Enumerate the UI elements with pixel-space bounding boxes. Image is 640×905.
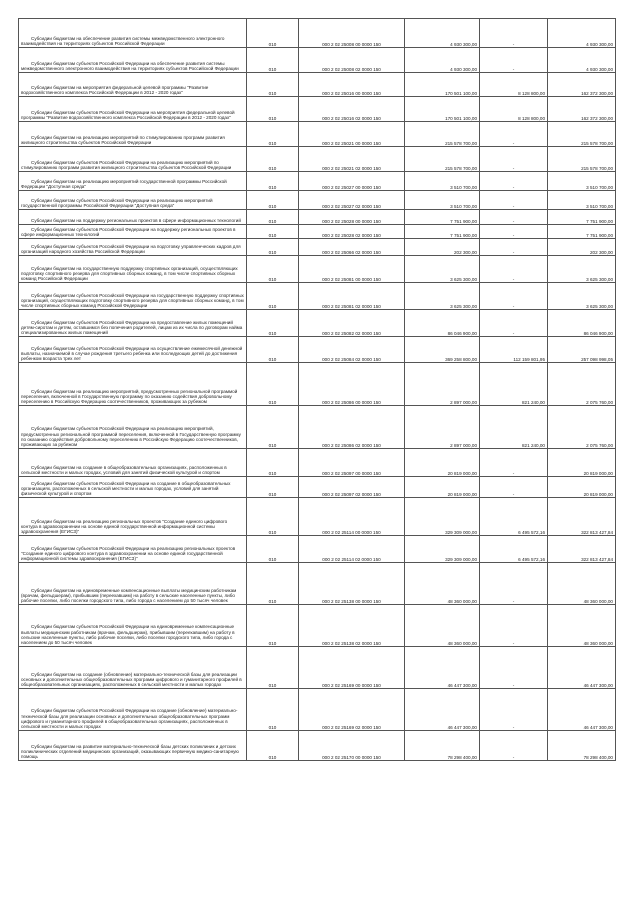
row-unexecuted-amount-cell: 162 372 300,00 — [548, 73, 616, 97]
row-name-cell: Субсидии бюджетам субъектов Российской Федерации на обеспечение развития системы межведомственного электронного взаимодействия на территориях субъектов Российской Федерации — [19, 48, 247, 73]
row-approved-amount-cell: 78 298 400,00 — [405, 731, 480, 761]
row-name-cell: Субсидии бюджетам на развитие материально-технической базы детских поликлиник и детских поликлинических отделений медицинских организаций, оказывающих первичную медико-санитарную помощь — [19, 731, 247, 761]
row-unexecuted-amount-cell: 46 447 300,00 — [548, 689, 616, 731]
row-approved-amount-cell: 2 897 000,00 — [405, 363, 480, 406]
row-classification-code-cell: 000 2 02 25169 00 0000 150 — [299, 647, 405, 689]
row-executed-amount-cell: - — [480, 477, 548, 498]
row-name-cell: Субсидии бюджетам субъектов Российской Федерации на подготовку управленческих кадров для организаций народного хозяйства Российской Федерации — [19, 239, 247, 256]
table-row — [19, 536, 616, 563]
row-approved-amount-cell: 3 625 300,00 — [405, 283, 480, 310]
row-name-cell: Субсидии бюджетам на реализацию мероприятий государственной программы Российской Федерации "Доступная среда" — [19, 172, 247, 191]
row-approved-amount-cell: 215 578 700,00 — [405, 122, 480, 147]
row-approved-amount-cell: 7 751 900,00 — [405, 210, 480, 225]
table-row — [19, 225, 616, 239]
row-approved-amount-cell: 7 751 900,00 — [405, 225, 480, 239]
row-executed-amount-cell: - — [480, 647, 548, 689]
row-classification-code-cell: 000 2 02 25027 02 0000 150 — [299, 191, 405, 210]
table-row — [19, 563, 616, 605]
row-name-cell: Субсидии бюджетам субъектов Российской Федерации на реализацию региональных проектов "Создание единого цифрового контура в здравоохранении на основе единой государственной информационной системы здравоохранения (ЕГИСЗ)" — [19, 536, 247, 563]
table-row — [19, 147, 616, 172]
row-executed-amount-cell: 8 128 800,00 — [480, 97, 548, 122]
row-unexecuted-amount-cell: 20 819 000,00 — [548, 477, 616, 498]
row-executed-amount-cell: - — [480, 239, 548, 256]
row-name-cell: Субсидии бюджетам субъектов Российской Федерации на реализацию мероприятий государственной программы Российской Федерации "Доступная среда" — [19, 191, 247, 210]
table-row — [19, 310, 616, 337]
table-row — [19, 689, 616, 731]
row-executed-amount-cell: - — [480, 172, 548, 191]
row-classification-code-cell: 000 2 02 25028 02 0000 150 — [299, 225, 405, 239]
row-unexecuted-amount-cell: 215 578 700,00 — [548, 122, 616, 147]
row-approved-amount-cell: 329 309 000,00 — [405, 498, 480, 536]
row-executed-amount-cell: - — [480, 283, 548, 310]
table-row — [19, 172, 616, 191]
row-executed-amount-cell: - — [480, 731, 548, 761]
row-unexecuted-amount-cell: 2 075 760,00 — [548, 363, 616, 406]
row-classification-code-cell: 000 2 02 25081 02 0000 150 — [299, 283, 405, 310]
row-admin-code-cell: 010 — [247, 731, 299, 761]
row-unexecuted-amount-cell: 215 578 700,00 — [548, 147, 616, 172]
row-classification-code-cell: 000 2 02 25170 00 0000 150 — [299, 731, 405, 761]
row-name-cell: Субсидии бюджетам субъектов Российской Федерации на предоставление жилых помещений детям-сиротам и детям, оставшимся без попечения родителей, лицам из их числа по договорам найма специализированных жилых помещений — [19, 310, 247, 337]
row-name-cell: Субсидии бюджетам субъектов Российской Федерации на поддержку региональных проектов в сфере информационных технологий — [19, 225, 247, 239]
row-classification-code-cell: 000 2 02 25082 02 0000 150 — [299, 310, 405, 337]
row-name-cell: Субсидии бюджетам субъектов Российской Федерации на создание в общеобразовательных организациях, расположенных в сельской местности и малых городах, условий для занятий физической культурой и спортом — [19, 477, 247, 498]
table-row — [19, 477, 616, 498]
row-classification-code-cell: 000 2 02 25016 00 0000 150 — [299, 73, 405, 97]
row-executed-amount-cell: - — [480, 19, 548, 48]
budget-table-body — [19, 19, 616, 761]
row-executed-amount-cell: 821 240,00 — [480, 406, 548, 449]
row-classification-code-cell: 000 2 02 25021 02 0000 150 — [299, 147, 405, 172]
row-admin-code-cell: 010 — [247, 122, 299, 147]
row-classification-code-cell: 000 2 02 25138 00 0000 150 — [299, 563, 405, 605]
row-unexecuted-amount-cell: 322 813 427,84 — [548, 498, 616, 536]
row-classification-code-cell: 000 2 02 25138 02 0000 150 — [299, 605, 405, 647]
row-approved-amount-cell: 329 309 000,00 — [405, 536, 480, 563]
row-classification-code-cell: 000 2 02 25028 00 0000 150 — [299, 210, 405, 225]
row-admin-code-cell: 010 — [247, 191, 299, 210]
row-unexecuted-amount-cell: 4 930 300,00 — [548, 19, 616, 48]
row-admin-code-cell: 010 — [247, 283, 299, 310]
row-admin-code-cell: 010 — [247, 210, 299, 225]
row-approved-amount-cell: 3 625 300,00 — [405, 256, 480, 283]
table-row — [19, 449, 616, 477]
row-unexecuted-amount-cell: 4 930 300,00 — [548, 48, 616, 73]
row-admin-code-cell: 010 — [247, 172, 299, 191]
row-classification-code-cell: 000 2 02 25008 00 0000 150 — [299, 19, 405, 48]
row-approved-amount-cell: 20 819 000,00 — [405, 449, 480, 477]
table-row — [19, 283, 616, 310]
row-executed-amount-cell: - — [480, 605, 548, 647]
row-unexecuted-amount-cell: 322 813 427,84 — [548, 536, 616, 563]
row-approved-amount-cell: 2 897 000,00 — [405, 406, 480, 449]
row-admin-code-cell: 010 — [247, 449, 299, 477]
row-approved-amount-cell: 46 447 300,00 — [405, 689, 480, 731]
table-row — [19, 191, 616, 210]
row-admin-code-cell: 010 — [247, 536, 299, 563]
row-classification-code-cell: 000 2 02 25081 00 0000 150 — [299, 256, 405, 283]
row-name-cell: Субсидии бюджетам на мероприятия федеральной целевой программы "Развитие водохозяйственного комплекса Российской Федерации в 2012 - 2020 годах" — [19, 73, 247, 97]
row-name-cell: Субсидии бюджетам на государственную поддержку спортивных организаций, осуществляющих подготовку спортивного резерва для спортивных сборных команд, в том числе спортивных сборных команд Российской Федерации — [19, 256, 247, 283]
table-row — [19, 256, 616, 283]
row-executed-amount-cell: 6 495 572,16 — [480, 536, 548, 563]
row-admin-code-cell: 010 — [247, 647, 299, 689]
row-classification-code-cell: 000 2 02 25021 00 0000 150 — [299, 122, 405, 147]
row-executed-amount-cell: - — [480, 563, 548, 605]
row-executed-amount-cell: 112 159 801,95 — [480, 337, 548, 363]
table-row — [19, 19, 616, 48]
row-approved-amount-cell: 48 360 000,00 — [405, 563, 480, 605]
row-admin-code-cell: 010 — [247, 256, 299, 283]
row-name-cell: Субсидии бюджетам субъектов Российской Федерации на единовременные компенсационные выплаты медицинским работникам (врачам, фельдшерам), прибывшим (переехавшим) на работу в сельские населенные пункты, либо рабочие поселки, либо поселки городского типа, либо города с населением до 50 тысяч человек — [19, 605, 247, 647]
row-admin-code-cell: 010 — [247, 363, 299, 406]
table-row — [19, 647, 616, 689]
row-unexecuted-amount-cell: 162 372 300,00 — [548, 97, 616, 122]
row-admin-code-cell: 010 — [247, 310, 299, 337]
row-unexecuted-amount-cell: 48 360 000,00 — [548, 563, 616, 605]
table-row — [19, 605, 616, 647]
row-unexecuted-amount-cell: 48 360 000,00 — [548, 605, 616, 647]
table-row — [19, 337, 616, 363]
row-executed-amount-cell: 6 495 572,16 — [480, 498, 548, 536]
row-unexecuted-amount-cell: 86 046 900,00 — [548, 310, 616, 337]
row-admin-code-cell: 010 — [247, 19, 299, 48]
row-classification-code-cell: 000 2 02 25008 02 0000 150 — [299, 48, 405, 73]
row-executed-amount-cell: - — [480, 210, 548, 225]
row-name-cell: Субсидии бюджетам на обеспечение развития системы межведомственного электронного взаимодействия на территориях субъектов Российской Федерации — [19, 19, 247, 48]
row-admin-code-cell: 010 — [247, 147, 299, 172]
row-unexecuted-amount-cell: 3 510 700,00 — [548, 191, 616, 210]
row-unexecuted-amount-cell: 3 625 300,00 — [548, 283, 616, 310]
row-classification-code-cell: 000 2 02 25084 02 0000 150 — [299, 337, 405, 363]
row-name-cell: Субсидии бюджетам субъектов Российской Федерации на создание (обновление) материально-технической базы для реализации основных и дополнительных общеобразовательных программ цифрового и гуманитарного профилей в общеобразовательных организациях, расположенных в сельской местности и малых городах — [19, 689, 247, 731]
row-approved-amount-cell: 86 046 900,00 — [405, 310, 480, 337]
row-name-cell: Субсидии бюджетам субъектов Российской Федерации на реализацию мероприятий по стимулированию программ развития жилищного строительства субъектов Российской Федерации — [19, 147, 247, 172]
budget-report-sheet — [18, 18, 615, 761]
row-approved-amount-cell: 3 510 700,00 — [405, 191, 480, 210]
row-admin-code-cell: 010 — [247, 337, 299, 363]
row-admin-code-cell: 010 — [247, 48, 299, 73]
row-classification-code-cell: 000 2 02 25114 02 0000 150 — [299, 536, 405, 563]
row-approved-amount-cell: 369 258 800,00 — [405, 337, 480, 363]
table-row — [19, 122, 616, 147]
row-unexecuted-amount-cell: 2 075 760,00 — [548, 406, 616, 449]
row-admin-code-cell: 010 — [247, 73, 299, 97]
row-name-cell: Субсидии бюджетам на поддержку региональных проектов в сфере информационных технологий — [19, 210, 247, 225]
row-approved-amount-cell: 170 501 100,00 — [405, 97, 480, 122]
row-executed-amount-cell: 821 240,00 — [480, 363, 548, 406]
row-unexecuted-amount-cell: 20 819 000,00 — [548, 449, 616, 477]
row-classification-code-cell: 000 2 02 25097 02 0000 150 — [299, 477, 405, 498]
row-approved-amount-cell: 46 447 300,00 — [405, 647, 480, 689]
table-row — [19, 239, 616, 256]
row-unexecuted-amount-cell: 7 751 900,00 — [548, 225, 616, 239]
row-admin-code-cell: 010 — [247, 689, 299, 731]
row-approved-amount-cell: 4 930 300,00 — [405, 48, 480, 73]
row-unexecuted-amount-cell: 78 298 400,00 — [548, 731, 616, 761]
table-row — [19, 363, 616, 406]
row-name-cell: Субсидии бюджетам на реализацию мероприятий по стимулированию программ развития жилищного строительства субъектов Российской Федерации — [19, 122, 247, 147]
row-classification-code-cell: 000 2 02 25169 02 0000 150 — [299, 689, 405, 731]
table-row — [19, 210, 616, 225]
row-executed-amount-cell: - — [480, 689, 548, 731]
row-approved-amount-cell: 48 360 000,00 — [405, 605, 480, 647]
table-row — [19, 97, 616, 122]
row-unexecuted-amount-cell: 3 625 300,00 — [548, 256, 616, 283]
row-executed-amount-cell: 8 128 800,00 — [480, 73, 548, 97]
row-admin-code-cell: 010 — [247, 605, 299, 647]
row-classification-code-cell: 000 2 02 25027 00 0000 150 — [299, 172, 405, 191]
row-unexecuted-amount-cell: 46 447 300,00 — [548, 647, 616, 689]
row-name-cell: Субсидии бюджетам субъектов Российской Федерации на реализацию мероприятий, предусмотренных региональной программой переселения, включенной в Государственную программу по оказанию содействия добровольному переселению в Российскую Федерацию соотечественников, проживающих за рубежом — [19, 406, 247, 449]
row-admin-code-cell: 010 — [247, 498, 299, 536]
row-name-cell: Субсидии бюджетам на единовременные компенсационные выплаты медицинским работникам (врачам, фельдшерам), прибывшим (переехавшим) на работу в сельские населенные пункты, либо рабочие поселки, либо поселки городского типа, либо города с населением до 50 тысяч человек — [19, 563, 247, 605]
row-unexecuted-amount-cell: 257 098 998,05 — [548, 337, 616, 363]
table-row — [19, 498, 616, 536]
row-classification-code-cell: 000 2 02 25086 02 0000 150 — [299, 406, 405, 449]
row-approved-amount-cell: 202 300,00 — [405, 239, 480, 256]
table-row — [19, 406, 616, 449]
row-classification-code-cell: 000 2 02 25097 00 0000 150 — [299, 449, 405, 477]
row-name-cell: Субсидии бюджетам на реализацию региональных проектов "Создание единого цифрового контура в здравоохранении на основе единой государственной информационной системы здравоохранения (ЕГИСЗ)" — [19, 498, 247, 536]
row-executed-amount-cell: - — [480, 225, 548, 239]
row-executed-amount-cell: - — [480, 48, 548, 73]
row-admin-code-cell: 010 — [247, 563, 299, 605]
row-approved-amount-cell: 215 578 700,00 — [405, 147, 480, 172]
table-row — [19, 48, 616, 73]
row-unexecuted-amount-cell: 7 751 900,00 — [548, 210, 616, 225]
row-name-cell: Субсидии бюджетам на создание в общеобразовательных организациях, расположенных в сельской местности и малых городах, условий для занятий физической культурой и спортом — [19, 449, 247, 477]
row-executed-amount-cell: - — [480, 310, 548, 337]
row-classification-code-cell: 000 2 02 25086 00 0000 150 — [299, 363, 405, 406]
budget-table — [18, 18, 616, 761]
row-executed-amount-cell: - — [480, 122, 548, 147]
row-approved-amount-cell: 20 819 000,00 — [405, 477, 480, 498]
row-classification-code-cell: 000 2 02 25016 02 0000 150 — [299, 97, 405, 122]
row-name-cell: Субсидии бюджетам субъектов Российской Федерации на осуществление ежемесячной денежной выплаты, назначаемой в случае рождения третьего ребенка или последующих детей до достижения ребенком возраста трех лет — [19, 337, 247, 363]
row-admin-code-cell: 010 — [247, 239, 299, 256]
row-admin-code-cell: 010 — [247, 97, 299, 122]
row-approved-amount-cell: 3 510 700,00 — [405, 172, 480, 191]
row-executed-amount-cell: - — [480, 256, 548, 283]
row-admin-code-cell: 010 — [247, 225, 299, 239]
row-unexecuted-amount-cell: 202 300,00 — [548, 239, 616, 256]
row-admin-code-cell: 010 — [247, 406, 299, 449]
row-approved-amount-cell: 170 501 100,00 — [405, 73, 480, 97]
row-name-cell: Субсидии бюджетам субъектов Российской Федерации на мероприятия федеральной целевой программы "Развитие водохозяйственного комплекса Российской Федерации в 2012 - 2020 годах" — [19, 97, 247, 122]
row-approved-amount-cell: 4 930 300,00 — [405, 19, 480, 48]
table-row — [19, 731, 616, 761]
row-name-cell: Субсидии бюджетам субъектов Российской Федерации на государственную поддержку спортивных организаций, осуществляющих подготовку спортивного резерва для спортивных сборных команд, в том числе спортивных сборных команд Российской Федерации — [19, 283, 247, 310]
row-executed-amount-cell: - — [480, 147, 548, 172]
row-executed-amount-cell: - — [480, 449, 548, 477]
row-classification-code-cell: 000 2 02 25066 02 0000 150 — [299, 239, 405, 256]
row-executed-amount-cell: - — [480, 191, 548, 210]
row-name-cell: Субсидии бюджетам на реализацию мероприятий, предусмотренных региональной программой переселения, включенной в Государственную программу по оказанию содействия добровольному переселению в Российскую Федерацию соотечественников, проживающих за рубежом — [19, 363, 247, 406]
row-classification-code-cell: 000 2 02 25114 00 0000 150 — [299, 498, 405, 536]
row-admin-code-cell: 010 — [247, 477, 299, 498]
table-row — [19, 73, 616, 97]
row-name-cell: Субсидии бюджетам на создание (обновление) материально-технической базы для реализации основных и дополнительных общеобразовательных программ цифрового и гуманитарного профилей в общеобразовательных организациях, расположенных в сельской местности и малых городах — [19, 647, 247, 689]
row-unexecuted-amount-cell: 3 510 700,00 — [548, 172, 616, 191]
